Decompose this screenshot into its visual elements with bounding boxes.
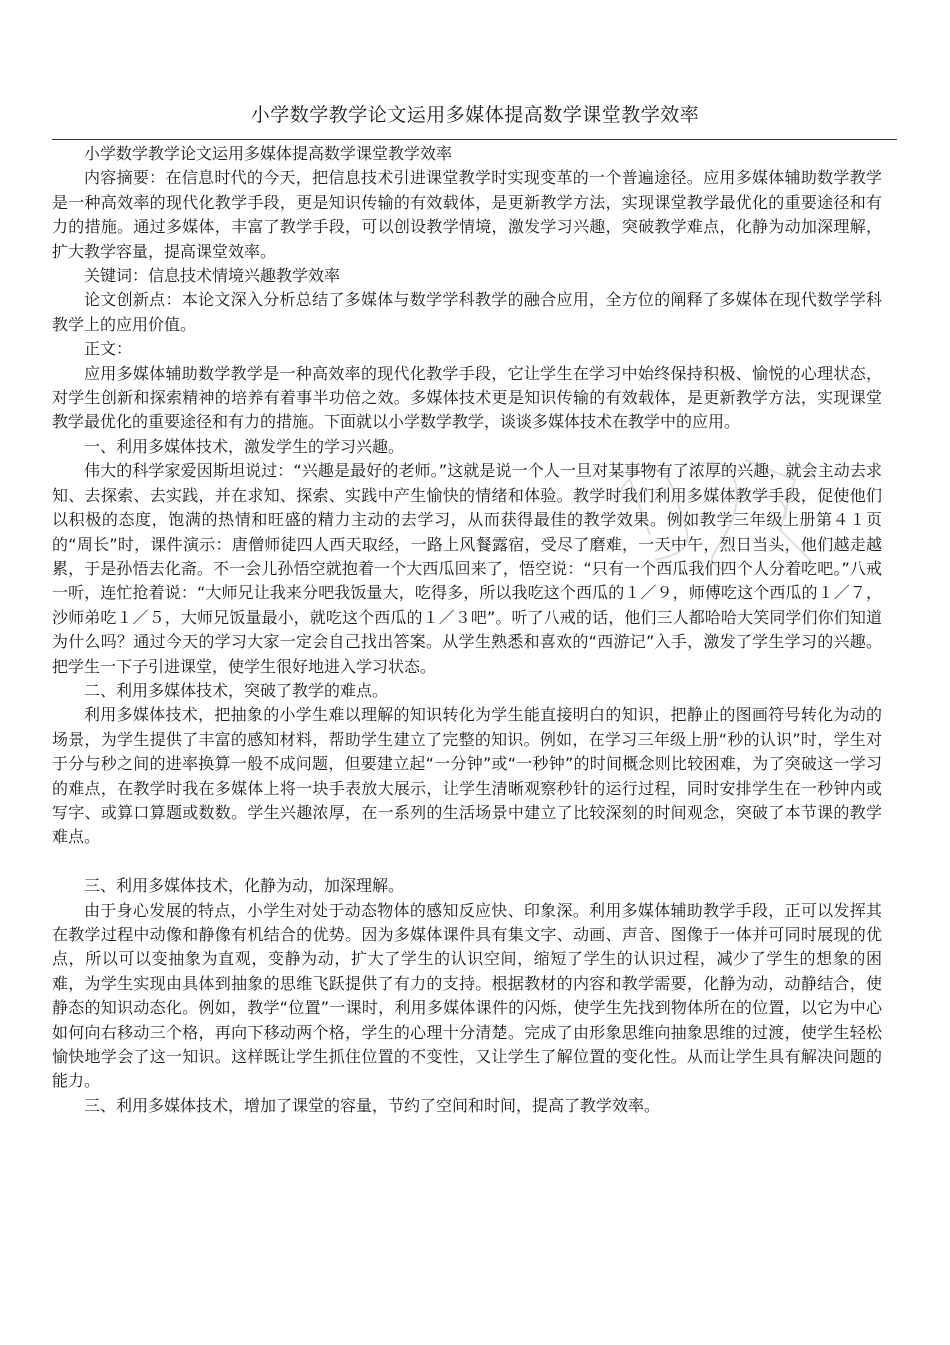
- intro-paragraph: 应用多媒体辅助数学教学是一种高效率的现代化教学手段，它让学生在学习中始终保持积极、愉悦的心理状态，对学生创新和探索精神的培养有着事半功倍之效。多媒体技术更是知识传输的有效载体，是更新教学方法，实现课堂教学最优化的重要途径和有力的措施。下面就以小学数学教学，谈谈多媒体技术在教学中的应用。: [52, 363, 882, 432]
- section-2-paragraph: 利用多媒体技术，把抽象的小学生难以理解的知识转化为学生能直接明白的知识，把静止的图画符号转化为动的场景，为学生提供了丰富的感知材料，帮助学生建立了完整的知识。例如，在学习三年级上册“秒的认识”时，学生对于分与秒之间的进率换算一般不成问题，但要建立起“一分钟”或“一秒钟”的时间概念则比较困难，为了突破这一学习的难点，在教学时我在多媒体上将一块手表放大展示，让学生清晰观察秒针的运行过程，同时安排学生在一秒钟内或写字、或算口算题或数数。学生兴趣浓厚，在一系列的生活场景中建立了比较深刻的时间观念，突破了本节课的教学难点。: [52, 705, 882, 847]
- page-title: 小学数学教学论文运用多媒体提高数学课堂教学效率: [250, 104, 700, 126]
- title-divider: [52, 139, 897, 140]
- section-heading-4: 三、利用多媒体技术，增加了课堂的容量，节约了空间和时间，提高了教学效率。: [84, 1095, 661, 1115]
- body-label: 正文：: [84, 339, 133, 359]
- keywords-paragraph: 关键词：信息技术情境兴趣教学效率: [84, 266, 341, 286]
- section-1-paragraph: 伟大的科学家爱因斯坦说过：“兴趣是最好的老师。”这就是说一个人一旦对某事物有了浓厚的兴趣，就会主动去求知、去探索、去实践，并在求知、探索、实践中产生愉快的情绪和体验。教学时我们利用多媒体教学手段，促使他们以积极的态度，饱满的热情和旺盛的精力主动的去学习，从而获得最佳的教学效果。例如教学三年级上册第４１页的“周长”时，课件演示：唐僧师徒四人西天取经，一路上风餐露宿，受尽了磨难，一天中午，烈日当头，他们越走越累，于是孙悟去化斋。不一会儿孙悟空就抱着一个大西瓜回来了，悟空说：“只有一个西瓜我们四个人分着吃吧。”八戒一听，连忙抢着说：“大师兄让我来分吧我饭量大，吃得多，所以我吃这个西瓜的１／９，师傅吃这个西瓜的１／７，沙师弟吃１／５，大师兄饭量最小，就吃这个西瓜的１／３吧”。听了八戒的话，他们三人都哈哈大笑同学们你们知道为什么吗？通过今天的学习大家一定会自己找出答案。从学生熟悉和喜欢的“西游记”入手，激发了学生学习的兴趣。把学生一下子引进课堂，使学生很好地进入学习状态。: [52, 461, 882, 676]
- document-body: [52, 142, 882, 1118]
- abstract-paragraph: 内容摘要：在信息时代的今天，把信息技术引进课堂教学时实现变革的一个普遍途径。应用多媒体辅助数学教学是一种高效率的现代化教学手段，更是知识传输的有效载体，是更新教学方法，实现课堂教学最优化的重要途径和有力的措施。通过多媒体，丰富了教学手段，可以创设教学情境，激发学习兴趣，突破教学难点，化静为动加深理解，扩大教学容量，提高课堂效率。: [52, 168, 882, 261]
- section-heading-2: 二、利用多媒体技术，突破了教学的难点。: [84, 680, 389, 700]
- section-heading-3: 三、利用多媒体技术，化静为动，加深理解。: [84, 876, 405, 896]
- doc-subtitle: 小学数学教学论文运用多媒体提高数学课堂教学效率: [84, 144, 453, 163]
- section-heading-1: 一、利用多媒体技术，激发学生的学习兴趣。: [84, 436, 405, 456]
- section-3-paragraph: 由于身心发展的特点，小学生对处于动态物体的感知反应快、印象深。利用多媒体辅助教学手段，正可以发挥其在教学过程中动像和静像有机结合的优势。因为多媒体课件具有集文字、动画、声音、图像于一体并可同时展现的优点，所以可以变抽象为直观，变静为动，扩大了学生的认识空间，缩短了学生的认识过程，减少了学生的想象的困难，为学生实现由具体到抽象的思维飞跃提供了有力的支持。根据教材的内容和教学需要，化静为动，动静结合，使静态的知识动态化。例如，教学“位置”一课时，利用多媒体课件的闪烁，使学生先找到物体所在的位置，以它为中心如何向右移动三个格，再向下移动两个格，学生的心理十分清楚。完成了由形象思维向抽象思维的过渡，使学生轻松愉快地学会了这一知识。这样既让学生抓住位置的不变性，又让学生了解位置的变化性。从而让学生具有解决问题的能力。: [52, 900, 882, 1091]
- innovation-paragraph: 论文创新点：本论文深入分析总结了多媒体与数学学科教学的融合应用，全方位的阐释了多媒体在现代数学学科教学上的应用价值。: [52, 290, 882, 334]
